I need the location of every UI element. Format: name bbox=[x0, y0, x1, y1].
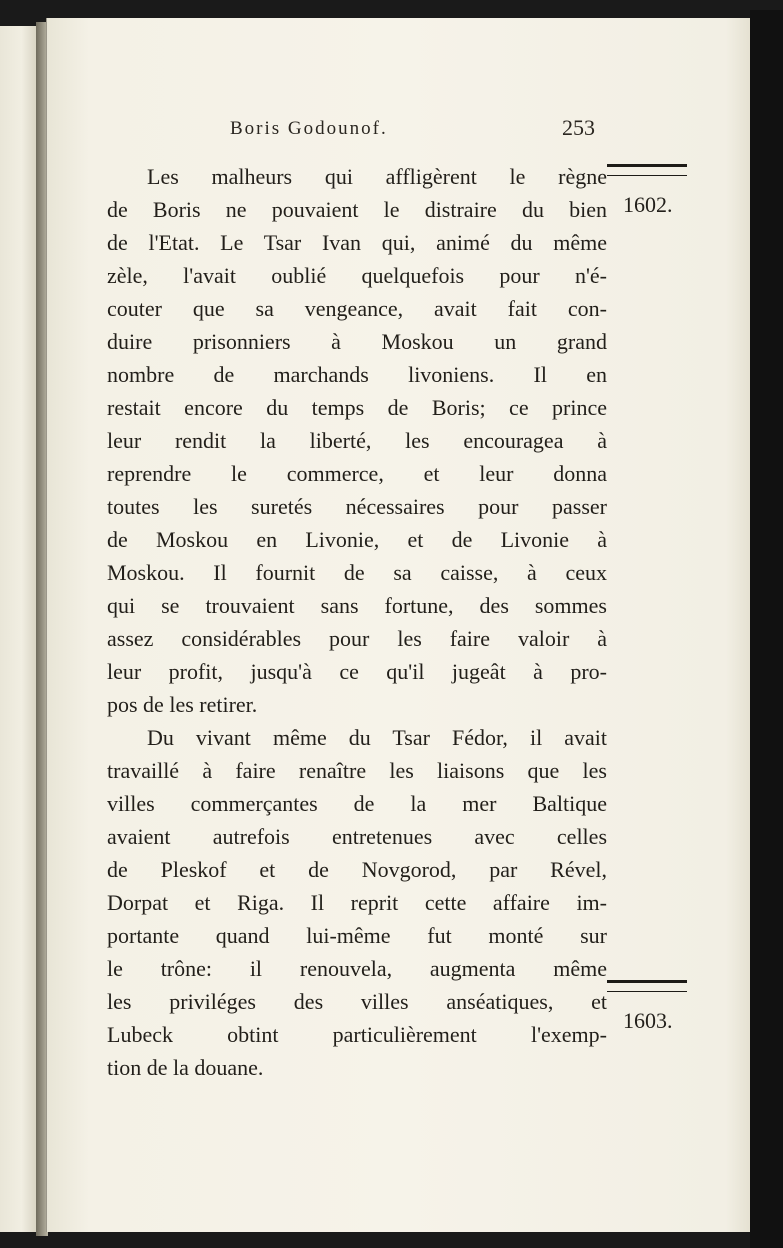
page-header bbox=[47, 110, 754, 150]
book-page bbox=[46, 18, 754, 1232]
text-line: de Moskou en Livonie, et de Livonie à bbox=[107, 527, 607, 552]
text-line: reprendre le commerce, et leur donna bbox=[107, 461, 607, 486]
text-line: couter que sa vengeance, avait fait con- bbox=[107, 296, 607, 321]
text-line: le trône: il renouvela, augmenta même bbox=[107, 956, 607, 981]
text-line: de l'Etat. Le Tsar Ivan qui, animé du même bbox=[107, 230, 607, 255]
text-line: nombre de marchands livoniens. Il en bbox=[107, 362, 607, 387]
text-line: tion de la douane. bbox=[107, 1055, 264, 1080]
text-line: Dorpat et Riga. Il reprit cette affaire im- bbox=[107, 890, 607, 915]
text-line: portante quand lui-même fut monté sur bbox=[107, 923, 607, 948]
facing-page-edge bbox=[0, 26, 37, 1232]
text-line: restait encore du temps de Boris; ce prince bbox=[107, 395, 607, 420]
text-line: travaillé à faire renaître les liaisons que les bbox=[107, 758, 607, 783]
text-line: Du vivant même du Tsar Fédor, il avait bbox=[147, 725, 607, 750]
text-line: villes commerçantes de la mer Baltique bbox=[107, 791, 607, 816]
text-line: avaient autrefois entretenues avec celles bbox=[107, 824, 607, 849]
text-line: toutes les suretés nécessaires pour passer bbox=[107, 494, 607, 519]
margin-year: 1602. bbox=[623, 192, 673, 217]
text-line: assez considérables pour les faire valoir à bbox=[107, 626, 607, 651]
text-line: leur rendit la liberté, les encouragea à bbox=[107, 428, 607, 453]
text-line: zèle, l'avait oublié quelquefois pour n'é- bbox=[107, 263, 607, 288]
running-title: Boris Godounof. bbox=[230, 118, 388, 139]
text-line: duire prisonniers à Moskou un grand bbox=[107, 329, 607, 354]
text-line: qui se trouvaient sans fortune, des sommes bbox=[107, 593, 607, 618]
paragraph-1 bbox=[107, 160, 607, 721]
text-line: Lubeck obtint particulièrement l'exemp- bbox=[107, 1022, 607, 1047]
text-line: Les malheurs qui affligèrent le règne bbox=[147, 164, 607, 189]
text-line: leur profit, jusqu'à ce qu'il jugeât à pro- bbox=[107, 659, 607, 684]
body-text bbox=[107, 160, 607, 1084]
margin-rule bbox=[607, 980, 687, 992]
margin-rule bbox=[607, 164, 687, 176]
text-line: de Pleskof et de Novgorod, par Rével, bbox=[107, 857, 607, 882]
page-number: 253 bbox=[562, 115, 595, 140]
text-line: pos de les retirer. bbox=[107, 692, 258, 717]
margin-year: 1603. bbox=[623, 1008, 673, 1033]
scan-border bbox=[750, 10, 783, 1248]
text-line: de Boris ne pouvaient le distraire du bien bbox=[107, 197, 607, 222]
text-line: les priviléges des villes anséatiques, et bbox=[107, 989, 607, 1014]
paragraph-2 bbox=[107, 721, 607, 1084]
text-line: Moskou. Il fournit de sa caisse, à ceux bbox=[107, 560, 607, 585]
